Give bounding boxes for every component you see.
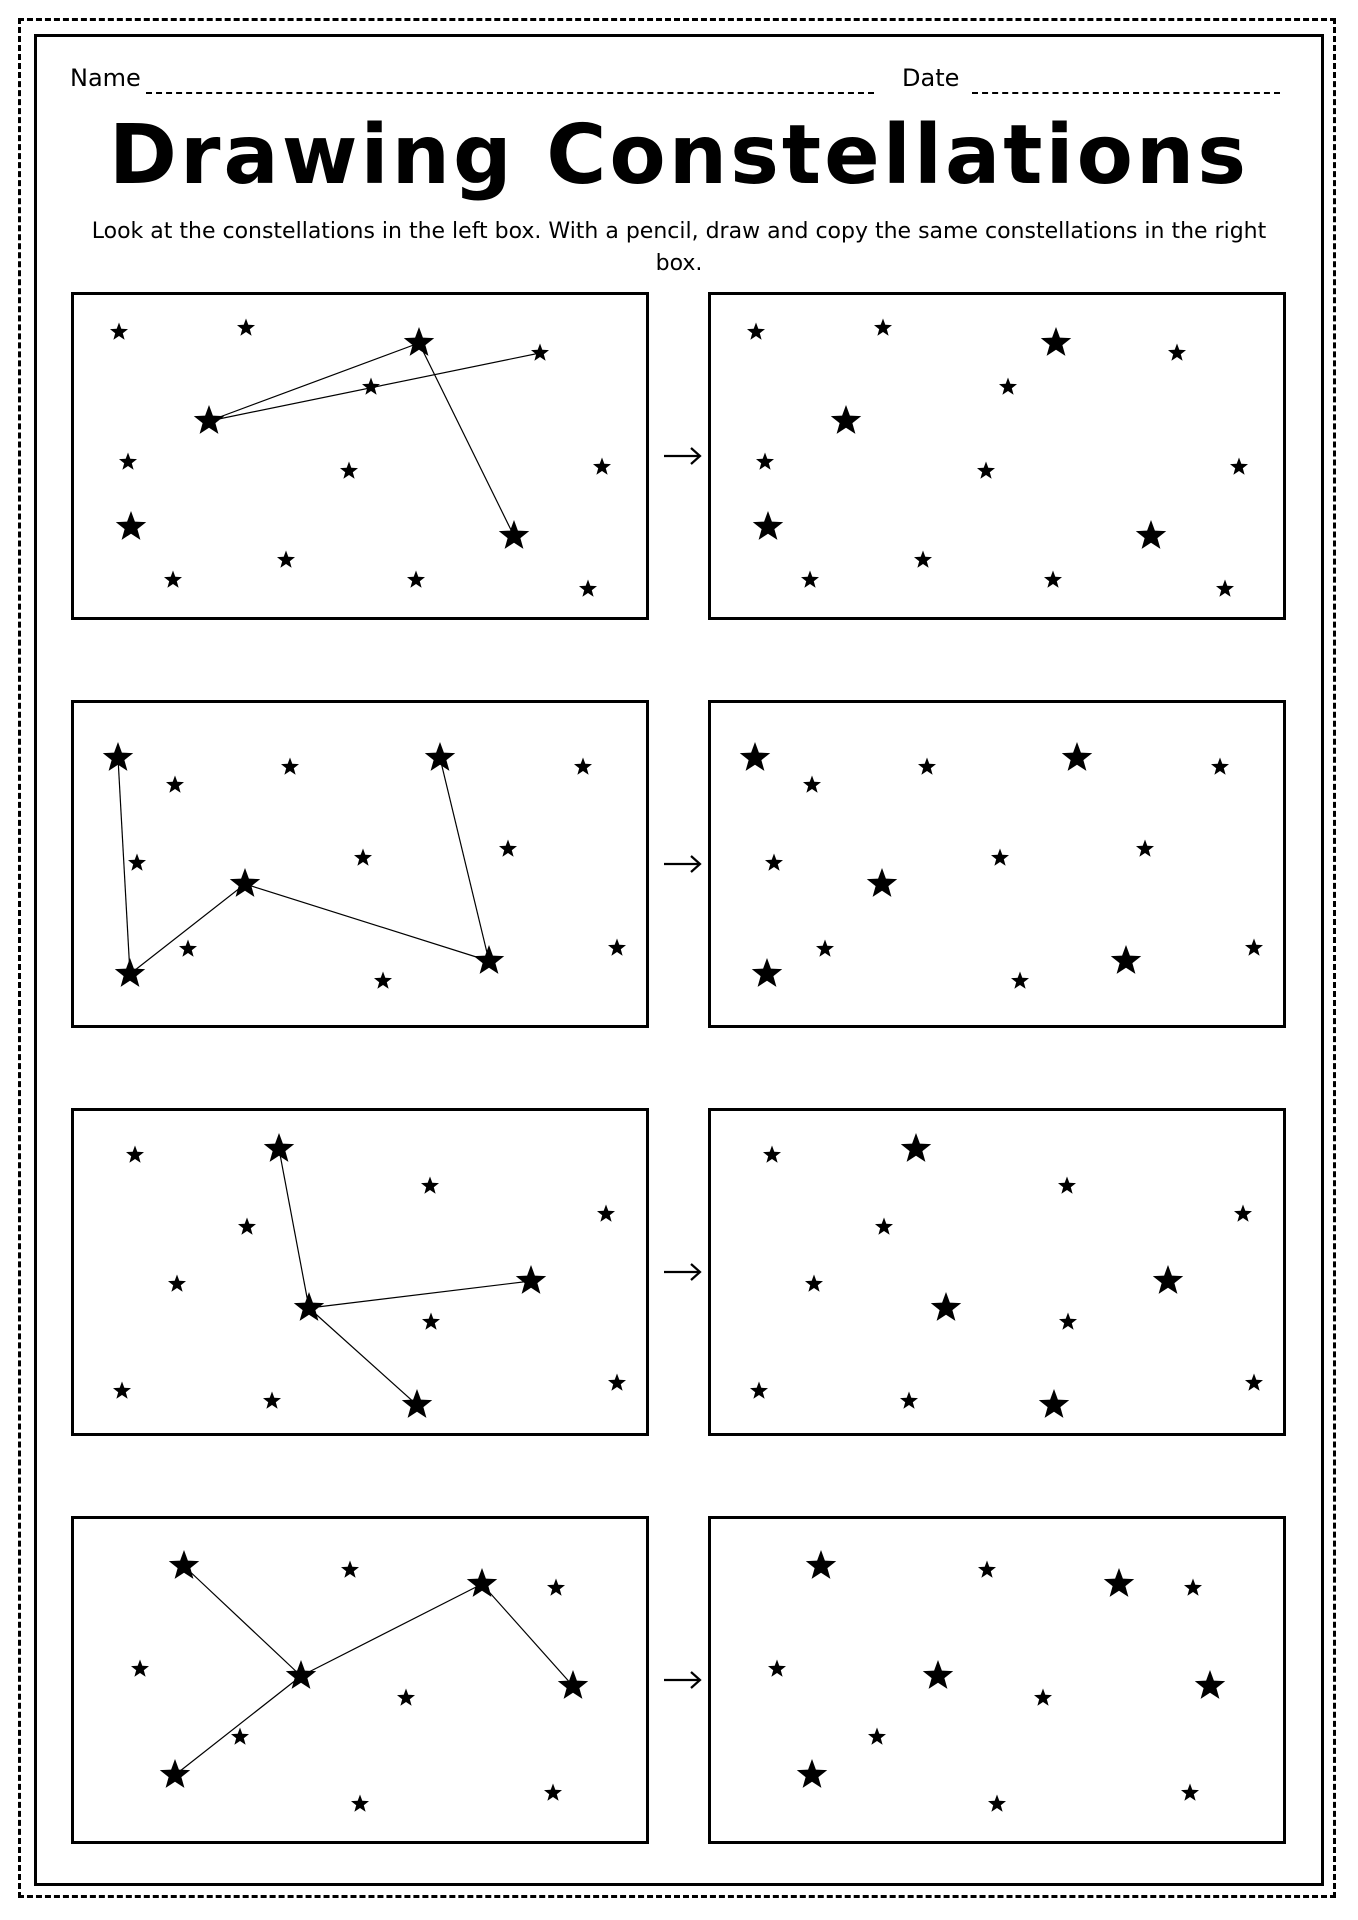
star-icon xyxy=(1184,1579,1202,1596)
star-icon xyxy=(113,1382,131,1399)
star-icon xyxy=(179,940,197,957)
constellation-line xyxy=(309,1281,531,1308)
star-icon xyxy=(1216,580,1234,597)
star-icon xyxy=(874,319,892,336)
star-icon xyxy=(516,1265,546,1294)
star-icon xyxy=(1153,1265,1183,1294)
star-icon xyxy=(1039,1389,1069,1418)
star-icon xyxy=(868,1728,886,1745)
constellation-line xyxy=(301,1584,482,1676)
star-icon xyxy=(923,1660,953,1689)
star-icon xyxy=(1111,945,1141,974)
star-icon xyxy=(407,571,425,588)
star-icon xyxy=(803,776,821,793)
star-icon xyxy=(351,1795,369,1812)
right-arrow-icon xyxy=(662,444,704,468)
left-star-field xyxy=(74,703,646,1025)
star-icon xyxy=(867,868,897,897)
star-icon xyxy=(914,551,932,568)
star-icon xyxy=(341,1561,359,1578)
constellation-line xyxy=(440,758,489,961)
constellation-line xyxy=(130,884,245,974)
right-star-field xyxy=(711,1111,1283,1433)
star-icon xyxy=(765,854,783,871)
star-icon xyxy=(164,571,182,588)
right-arrow-icon xyxy=(662,1668,704,1692)
star-icon xyxy=(374,972,392,989)
star-icon xyxy=(763,1146,781,1163)
drawing-box[interactable] xyxy=(708,1108,1286,1436)
star-icon xyxy=(421,1177,439,1194)
constellation-line xyxy=(118,758,130,974)
star-icon xyxy=(1104,1568,1134,1597)
star-icon xyxy=(110,323,128,340)
star-icon xyxy=(354,849,372,866)
left-star-field xyxy=(74,1111,646,1433)
star-icon xyxy=(918,758,936,775)
star-icon xyxy=(166,776,184,793)
star-icon xyxy=(977,462,995,479)
left-star-field xyxy=(74,295,646,617)
star-icon xyxy=(397,1689,415,1706)
star-icon xyxy=(1245,939,1263,956)
star-icon xyxy=(119,453,137,470)
constellation-line xyxy=(209,343,419,421)
star-icon xyxy=(404,327,434,356)
example-constellation-box xyxy=(71,292,649,620)
star-icon xyxy=(750,1382,768,1399)
constellation-line xyxy=(175,1676,301,1775)
star-icon xyxy=(978,1561,996,1578)
right-star-field xyxy=(711,295,1283,617)
star-icon xyxy=(753,511,783,540)
star-icon xyxy=(422,1313,440,1330)
star-icon xyxy=(362,378,380,395)
star-icon xyxy=(1181,1784,1199,1801)
constellation-line xyxy=(279,1149,309,1308)
star-icon xyxy=(1245,1374,1263,1391)
star-icon xyxy=(608,939,626,956)
example-constellation-box xyxy=(71,1108,649,1436)
star-icon xyxy=(1059,1313,1077,1330)
constellation-line xyxy=(245,884,489,961)
right-arrow-icon xyxy=(662,852,704,876)
star-icon xyxy=(116,511,146,540)
star-icon xyxy=(237,319,255,336)
constellation-line xyxy=(419,343,514,536)
star-icon xyxy=(597,1205,615,1222)
star-icon xyxy=(1034,1689,1052,1706)
date-label: Date xyxy=(902,64,960,92)
constellation-line xyxy=(482,1584,573,1686)
star-icon xyxy=(797,1759,827,1788)
star-icon xyxy=(988,1795,1006,1812)
name-write-line[interactable] xyxy=(146,92,874,94)
example-constellation-box xyxy=(71,700,649,1028)
star-icon xyxy=(264,1133,294,1162)
right-star-field xyxy=(711,703,1283,1025)
star-icon xyxy=(801,571,819,588)
star-icon xyxy=(294,1292,324,1321)
constellation-line xyxy=(184,1566,301,1676)
star-icon xyxy=(999,378,1017,395)
star-icon xyxy=(160,1759,190,1788)
star-icon xyxy=(238,1218,256,1235)
star-icon xyxy=(499,840,517,857)
star-icon xyxy=(281,758,299,775)
page-title: Drawing Constellations xyxy=(108,108,1250,203)
star-icon xyxy=(126,1146,144,1163)
star-icon xyxy=(931,1292,961,1321)
right-arrow-icon xyxy=(662,1260,704,1284)
star-icon xyxy=(805,1275,823,1292)
star-icon xyxy=(1195,1670,1225,1699)
star-icon xyxy=(340,462,358,479)
star-icon xyxy=(1136,520,1166,549)
star-icon xyxy=(593,458,611,475)
star-icon xyxy=(474,945,504,974)
date-write-line[interactable] xyxy=(972,92,1280,94)
star-icon xyxy=(900,1392,918,1409)
star-icon xyxy=(768,1660,786,1677)
star-icon xyxy=(467,1568,497,1597)
star-icon xyxy=(1011,972,1029,989)
star-icon xyxy=(1062,742,1092,771)
right-star-field xyxy=(711,1519,1283,1841)
star-icon xyxy=(1211,758,1229,775)
star-icon xyxy=(544,1784,562,1801)
star-icon xyxy=(131,1660,149,1677)
example-constellation-box xyxy=(71,1516,649,1844)
star-icon xyxy=(574,758,592,775)
star-icon xyxy=(831,405,861,434)
star-icon xyxy=(277,551,295,568)
star-icon xyxy=(1041,327,1071,356)
star-icon xyxy=(547,1579,565,1596)
star-icon xyxy=(816,940,834,957)
star-icon xyxy=(1058,1177,1076,1194)
constellation-line xyxy=(309,1308,417,1405)
star-icon xyxy=(1168,344,1186,361)
star-icon xyxy=(263,1392,281,1409)
star-icon xyxy=(747,323,765,340)
star-icon xyxy=(1230,458,1248,475)
star-icon xyxy=(231,1728,249,1745)
star-icon xyxy=(115,958,145,987)
star-icon xyxy=(608,1374,626,1391)
star-icon xyxy=(756,453,774,470)
instructions-text: Look at the constellations in the left box. With a pencil, draw and copy the same constellations in the right box. xyxy=(91,219,1267,276)
left-star-field xyxy=(74,1519,646,1841)
star-icon xyxy=(168,1275,186,1292)
star-icon xyxy=(1044,571,1062,588)
star-icon xyxy=(752,958,782,987)
star-icon xyxy=(402,1389,432,1418)
drawing-box[interactable] xyxy=(708,1516,1286,1844)
name-label: Name xyxy=(70,64,141,92)
star-icon xyxy=(806,1550,836,1579)
star-icon xyxy=(740,742,770,771)
star-icon xyxy=(194,405,224,434)
star-icon xyxy=(1136,840,1154,857)
star-icon xyxy=(425,742,455,771)
star-icon xyxy=(499,520,529,549)
star-icon xyxy=(169,1550,199,1579)
star-icon xyxy=(1234,1205,1252,1222)
star-icon xyxy=(531,344,549,361)
star-icon xyxy=(128,854,146,871)
star-icon xyxy=(579,580,597,597)
star-icon xyxy=(875,1218,893,1235)
drawing-box[interactable] xyxy=(708,292,1286,620)
star-icon xyxy=(991,849,1009,866)
star-icon xyxy=(901,1133,931,1162)
drawing-box[interactable] xyxy=(708,700,1286,1028)
